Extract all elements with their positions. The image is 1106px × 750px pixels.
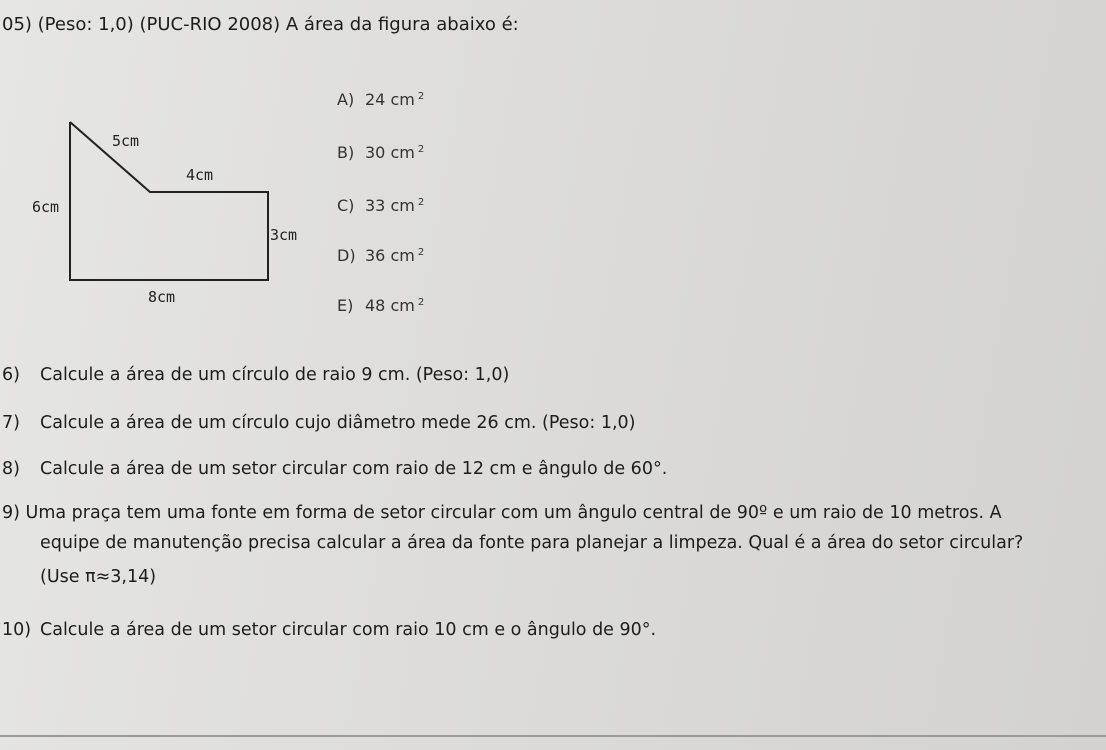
question-9-line-3: (Use π≈3,14) (40, 567, 157, 587)
option-letter: C) (337, 196, 355, 215)
question-text: Calcule a área de um setor circular com raio 10 cm e o ângulo de 90°. (40, 620, 657, 640)
option-exponent: 2 (417, 247, 425, 258)
option-value: 36 cm (365, 246, 415, 265)
page-bottom-rule (0, 735, 1106, 737)
option-letter: E) (337, 296, 354, 315)
option-exponent: 2 (417, 91, 425, 102)
option-value: 48 cm (365, 296, 415, 315)
question-number: 10) (2, 620, 32, 640)
label-5cm: 5cm (112, 132, 140, 150)
pentagon-figure (20, 120, 320, 320)
figure-outline (70, 122, 268, 280)
option-b[interactable] (337, 143, 424, 162)
question-number: 7) (2, 413, 20, 433)
question-5-header: 05) (Peso: 1,0) (PUC-RIO 2008) A área da figura abaixo é: (2, 14, 519, 35)
question-text: Calcule a área de um círculo cujo diâmetro mede 26 cm. (Peso: 1,0) (40, 413, 636, 433)
question-number: 6) (2, 365, 20, 385)
option-value: 33 cm (365, 196, 415, 215)
option-value: 30 cm (365, 143, 415, 162)
option-d[interactable] (337, 246, 424, 265)
option-value: 24 cm (365, 90, 415, 109)
question-9-line-1: 9) Uma praça tem uma fonte em forma de setor circular com um ângulo central de 90º e um raio de 10 metros. A (2, 503, 1002, 523)
option-letter: D) (337, 246, 356, 265)
option-letter: B) (337, 143, 355, 162)
option-e[interactable] (337, 296, 424, 315)
option-a[interactable] (337, 90, 424, 109)
option-letter: A) (337, 90, 355, 109)
label-3cm: 3cm (270, 226, 298, 244)
option-c[interactable] (337, 196, 424, 215)
option-exponent: 2 (417, 197, 425, 208)
label-4cm: 4cm (186, 166, 214, 184)
option-exponent: 2 (417, 144, 425, 155)
question-number: 8) (2, 459, 20, 479)
question-7 (2, 413, 636, 433)
question-9-line-2: equipe de manutenção precisa calcular a área da fonte para planejar a limpeza. Qual é a área do setor circular? (40, 533, 1024, 553)
question-text: Calcule a área de um círculo de raio 9 cm. (Peso: 1,0) (40, 365, 510, 385)
question-6 (2, 365, 509, 385)
question-8 (2, 459, 667, 479)
option-exponent: 2 (417, 297, 425, 308)
label-6cm: 6cm (32, 198, 60, 216)
label-8cm: 8cm (148, 288, 176, 306)
question-text: Calcule a área de um setor circular com raio de 12 cm e ângulo de 60°. (40, 459, 668, 479)
question-10 (2, 620, 656, 640)
